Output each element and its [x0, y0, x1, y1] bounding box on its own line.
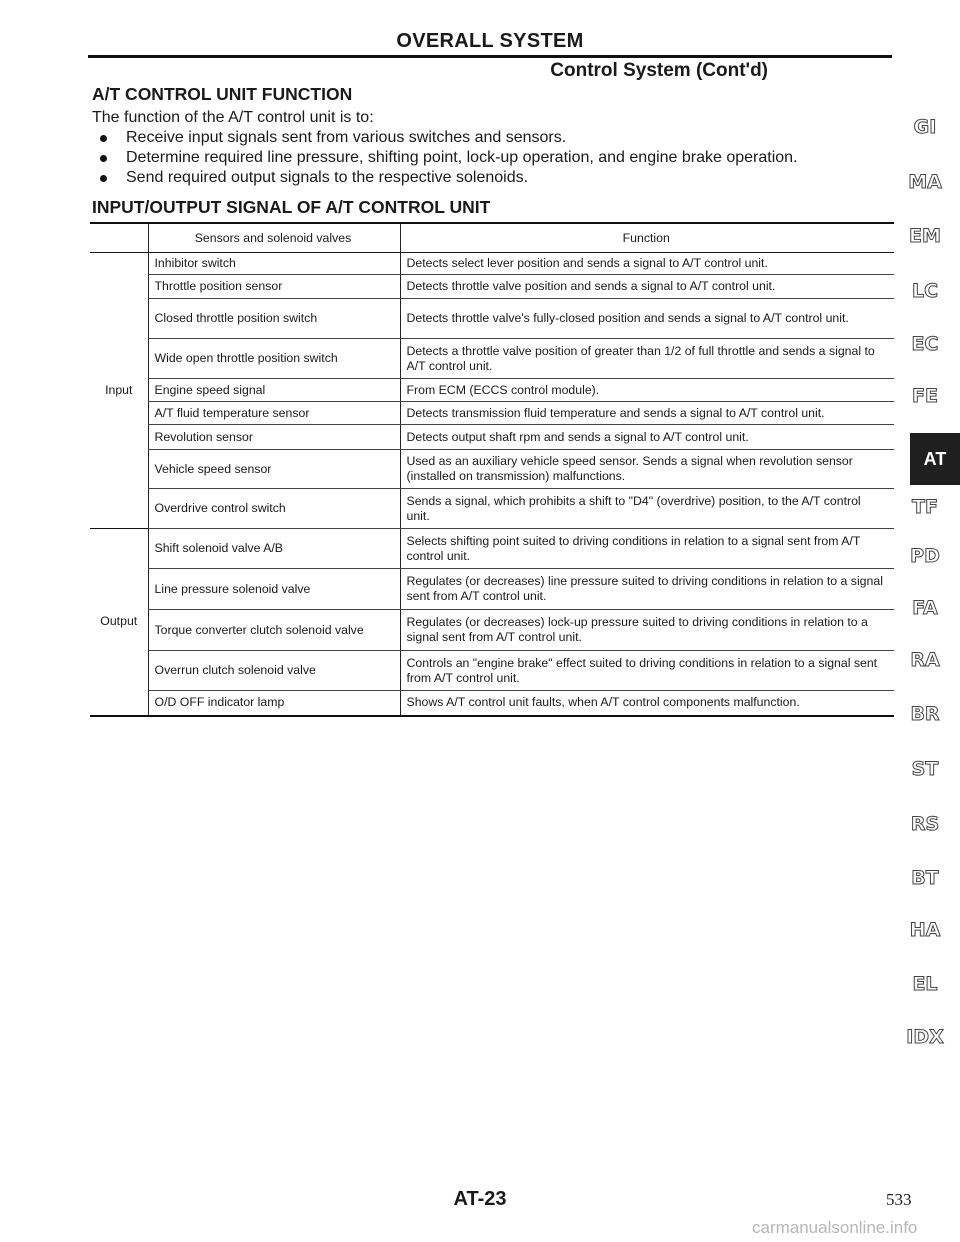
- table-row: [90, 691, 894, 716]
- page-number: 533: [886, 1190, 912, 1209]
- section-tab-idx[interactable]: IDX: [906, 1026, 944, 1048]
- function-column-header: Function: [400, 223, 894, 253]
- section-tab-em[interactable]: EM: [909, 225, 941, 247]
- at-function-heading: A/T CONTROL UNIT FUNCTION: [92, 84, 353, 104]
- io-signal-heading: INPUT/OUTPUT SIGNAL OF A/T CONTROL UNIT: [92, 197, 491, 217]
- section-tab-lc[interactable]: LC: [911, 280, 939, 302]
- header-rule: [88, 55, 892, 58]
- section-tab-fa[interactable]: FA: [912, 597, 938, 619]
- sensor-cell: Inhibitor switch: [148, 253, 400, 275]
- sensor-cell: Vehicle speed sensor: [148, 450, 400, 489]
- table-row: [90, 450, 894, 489]
- function-bullet: Receive input signals sent from various switches and sensors.: [92, 128, 798, 148]
- group-column-header: [90, 223, 148, 253]
- section-tab-ha[interactable]: HA: [909, 919, 941, 941]
- sensor-cell: Line pressure solenoid valve: [148, 569, 400, 610]
- function-bullet-list: [92, 128, 798, 188]
- function-cell: Detects transmission fluid temperature and sends a signal to A/T control unit.: [400, 402, 894, 425]
- function-cell: Detects throttle valve position and sends a signal to A/T control unit.: [400, 275, 894, 299]
- table-row: [90, 529, 894, 569]
- section-tab-rs[interactable]: RS: [910, 813, 940, 835]
- table-row: [90, 275, 894, 299]
- sensor-cell: Closed throttle position switch: [148, 299, 400, 339]
- io-signal-table: [90, 222, 894, 717]
- function-cell: Controls an "engine brake" effect suited to driving conditions in relation to a signal sent from A/T control unit.: [400, 651, 894, 691]
- watermark: carmanualsonline.info: [752, 1218, 918, 1237]
- sensor-cell: Shift solenoid valve A/B: [148, 529, 400, 569]
- function-cell: Detects a throttle valve position of greater than 1/2 of full throttle and sends a signal to A/T control unit.: [400, 339, 894, 379]
- section-tab-tf[interactable]: TF: [912, 496, 938, 518]
- function-cell: From ECM (ECCS control module).: [400, 379, 894, 402]
- table-row: [90, 299, 894, 339]
- sensor-cell: Throttle position sensor: [148, 275, 400, 299]
- function-cell: Regulates (or decreases) lock-up pressure suited to driving conditions in relation to a signal sent from A/T control unit.: [400, 610, 894, 651]
- sensor-cell: Wide open throttle position switch: [148, 339, 400, 379]
- table-row: [90, 402, 894, 425]
- page-subtitle: Control System (Cont'd): [550, 60, 768, 81]
- intro-text: The function of the A/T control unit is to:: [92, 109, 374, 126]
- function-bullet: Determine required line pressure, shifting point, lock-up operation, and engine brake operation.: [92, 148, 798, 168]
- sensor-cell: Revolution sensor: [148, 425, 400, 450]
- function-cell: Regulates (or decreases) line pressure suited to driving conditions in relation to a signal sent from A/T control unit.: [400, 569, 894, 610]
- function-cell: Detects output shaft rpm and sends a signal to A/T control unit.: [400, 425, 894, 450]
- table-row: [90, 253, 894, 275]
- table-row: [90, 489, 894, 529]
- sensors-column-header: Sensors and solenoid valves: [148, 223, 400, 253]
- section-tab-at-active[interactable]: AT: [910, 433, 960, 485]
- output-group-label: Output: [90, 529, 148, 716]
- sensor-cell: Overdrive control switch: [148, 489, 400, 529]
- section-tab-el[interactable]: EL: [912, 973, 938, 995]
- section-tab-br[interactable]: BR: [910, 703, 940, 725]
- section-tab-ma[interactable]: MA: [908, 171, 942, 193]
- function-cell: Shows A/T control unit faults, when A/T control components malfunction.: [400, 691, 894, 716]
- section-tab-ra[interactable]: RA: [910, 649, 940, 671]
- at-function-intro: [92, 108, 798, 188]
- table-row: [90, 610, 894, 651]
- function-cell: Sends a signal, which prohibits a shift to "D4" (overdrive) position, to the A/T control unit.: [400, 489, 894, 529]
- table-row: [90, 425, 894, 450]
- function-cell: Selects shifting point suited to driving conditions in relation to a signal sent from A/T control unit.: [400, 529, 894, 569]
- sensor-cell: Torque converter clutch solenoid valve: [148, 610, 400, 651]
- section-tab-st[interactable]: ST: [911, 758, 939, 780]
- sensor-cell: Engine speed signal: [148, 379, 400, 402]
- sensor-cell: O/D OFF indicator lamp: [148, 691, 400, 716]
- section-tab-bt[interactable]: BT: [911, 867, 939, 889]
- table-row: [90, 379, 894, 402]
- page-title: OVERALL SYSTEM: [396, 30, 584, 52]
- function-bullet: Send required output signals to the respective solenoids.: [92, 168, 798, 188]
- section-tab-fe[interactable]: FE: [912, 385, 938, 407]
- section-tab-gi[interactable]: GI: [913, 116, 937, 138]
- sensor-cell: Overrun clutch solenoid valve: [148, 651, 400, 691]
- section-tab-pd[interactable]: PD: [910, 545, 940, 567]
- function-cell: Detects throttle valve's fully-closed position and sends a signal to A/T control unit.: [400, 299, 894, 339]
- section-tab-ec[interactable]: EC: [911, 333, 939, 355]
- table-row: [90, 339, 894, 379]
- page-code: AT-23: [453, 1188, 507, 1210]
- table-row: [90, 651, 894, 691]
- input-group-label: Input: [105, 383, 133, 397]
- table-header-row: [90, 223, 894, 253]
- function-cell: Detects select lever position and sends a signal to A/T control unit.: [400, 253, 894, 275]
- sensor-cell: A/T fluid temperature sensor: [148, 402, 400, 425]
- function-cell: Used as an auxiliary vehicle speed sensor. Sends a signal when revolution sensor (installed on transmission) malfunctions.: [400, 450, 894, 489]
- table-row: [90, 569, 894, 610]
